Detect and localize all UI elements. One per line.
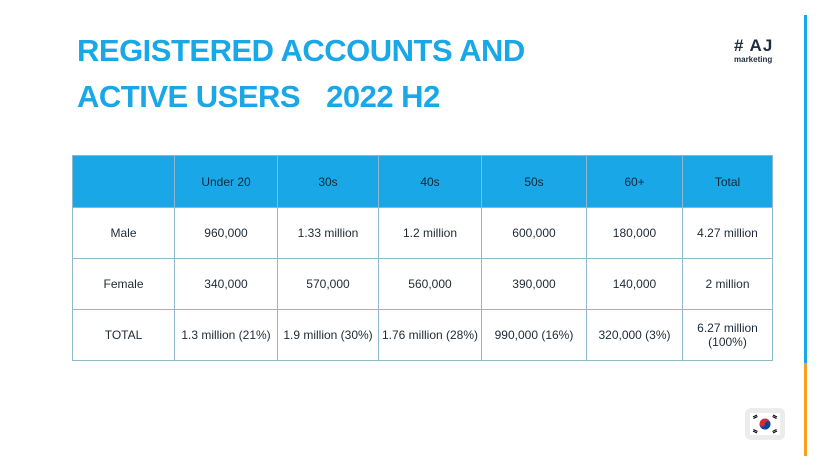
table-cell: 6.27 million (100%) bbox=[683, 310, 773, 361]
header-empty bbox=[73, 156, 175, 208]
table-cell: 560,000 bbox=[379, 259, 482, 310]
users-table bbox=[72, 155, 773, 361]
header-total: Total bbox=[683, 156, 773, 208]
south-korea-flag-icon bbox=[745, 408, 785, 440]
table-cell: 4.27 million bbox=[683, 208, 773, 259]
table-cell: 1.2 million bbox=[379, 208, 482, 259]
aj-marketing-logo bbox=[734, 37, 773, 65]
accent-bar-blue bbox=[804, 15, 807, 363]
table-cell: 1.3 million (21%) bbox=[175, 310, 278, 361]
table-cell: 180,000 bbox=[587, 208, 683, 259]
table-cell: 570,000 bbox=[278, 259, 379, 310]
table-cell: 1.76 million (28%) bbox=[379, 310, 482, 361]
row-label: Male bbox=[73, 208, 175, 259]
title-line-2 bbox=[77, 74, 525, 120]
row-label: Female bbox=[73, 259, 175, 310]
header-50s: 50s bbox=[482, 156, 587, 208]
title-period: 2022 H2 bbox=[326, 79, 440, 114]
logo-mark: # AJ bbox=[734, 36, 774, 55]
flag-graphic bbox=[750, 413, 780, 435]
title-active-users: ACTIVE USERS bbox=[77, 79, 301, 114]
header-40s: 40s bbox=[379, 156, 482, 208]
table-cell: 1.33 million bbox=[278, 208, 379, 259]
table-row bbox=[73, 208, 773, 259]
header-60-plus: 60+ bbox=[587, 156, 683, 208]
header-30s: 30s bbox=[278, 156, 379, 208]
table-cell: 960,000 bbox=[175, 208, 278, 259]
table-cell: 340,000 bbox=[175, 259, 278, 310]
header-under-20: Under 20 bbox=[175, 156, 278, 208]
accent-bar-orange bbox=[804, 363, 807, 456]
table-cell: 990,000 (16%) bbox=[482, 310, 587, 361]
table-row bbox=[73, 259, 773, 310]
table-cell: 320,000 (3%) bbox=[587, 310, 683, 361]
table-header-row bbox=[73, 156, 773, 208]
table-cell: 140,000 bbox=[587, 259, 683, 310]
slide-title bbox=[77, 28, 525, 120]
table-cell: 2 million bbox=[683, 259, 773, 310]
table-cell: 390,000 bbox=[482, 259, 587, 310]
table-row bbox=[73, 310, 773, 361]
logo-subtitle: marketing bbox=[734, 55, 773, 64]
row-label: TOTAL bbox=[73, 310, 175, 361]
title-line-1: REGISTERED ACCOUNTS AND bbox=[77, 33, 525, 68]
table-cell: 600,000 bbox=[482, 208, 587, 259]
table-cell: 1.9 million (30%) bbox=[278, 310, 379, 361]
